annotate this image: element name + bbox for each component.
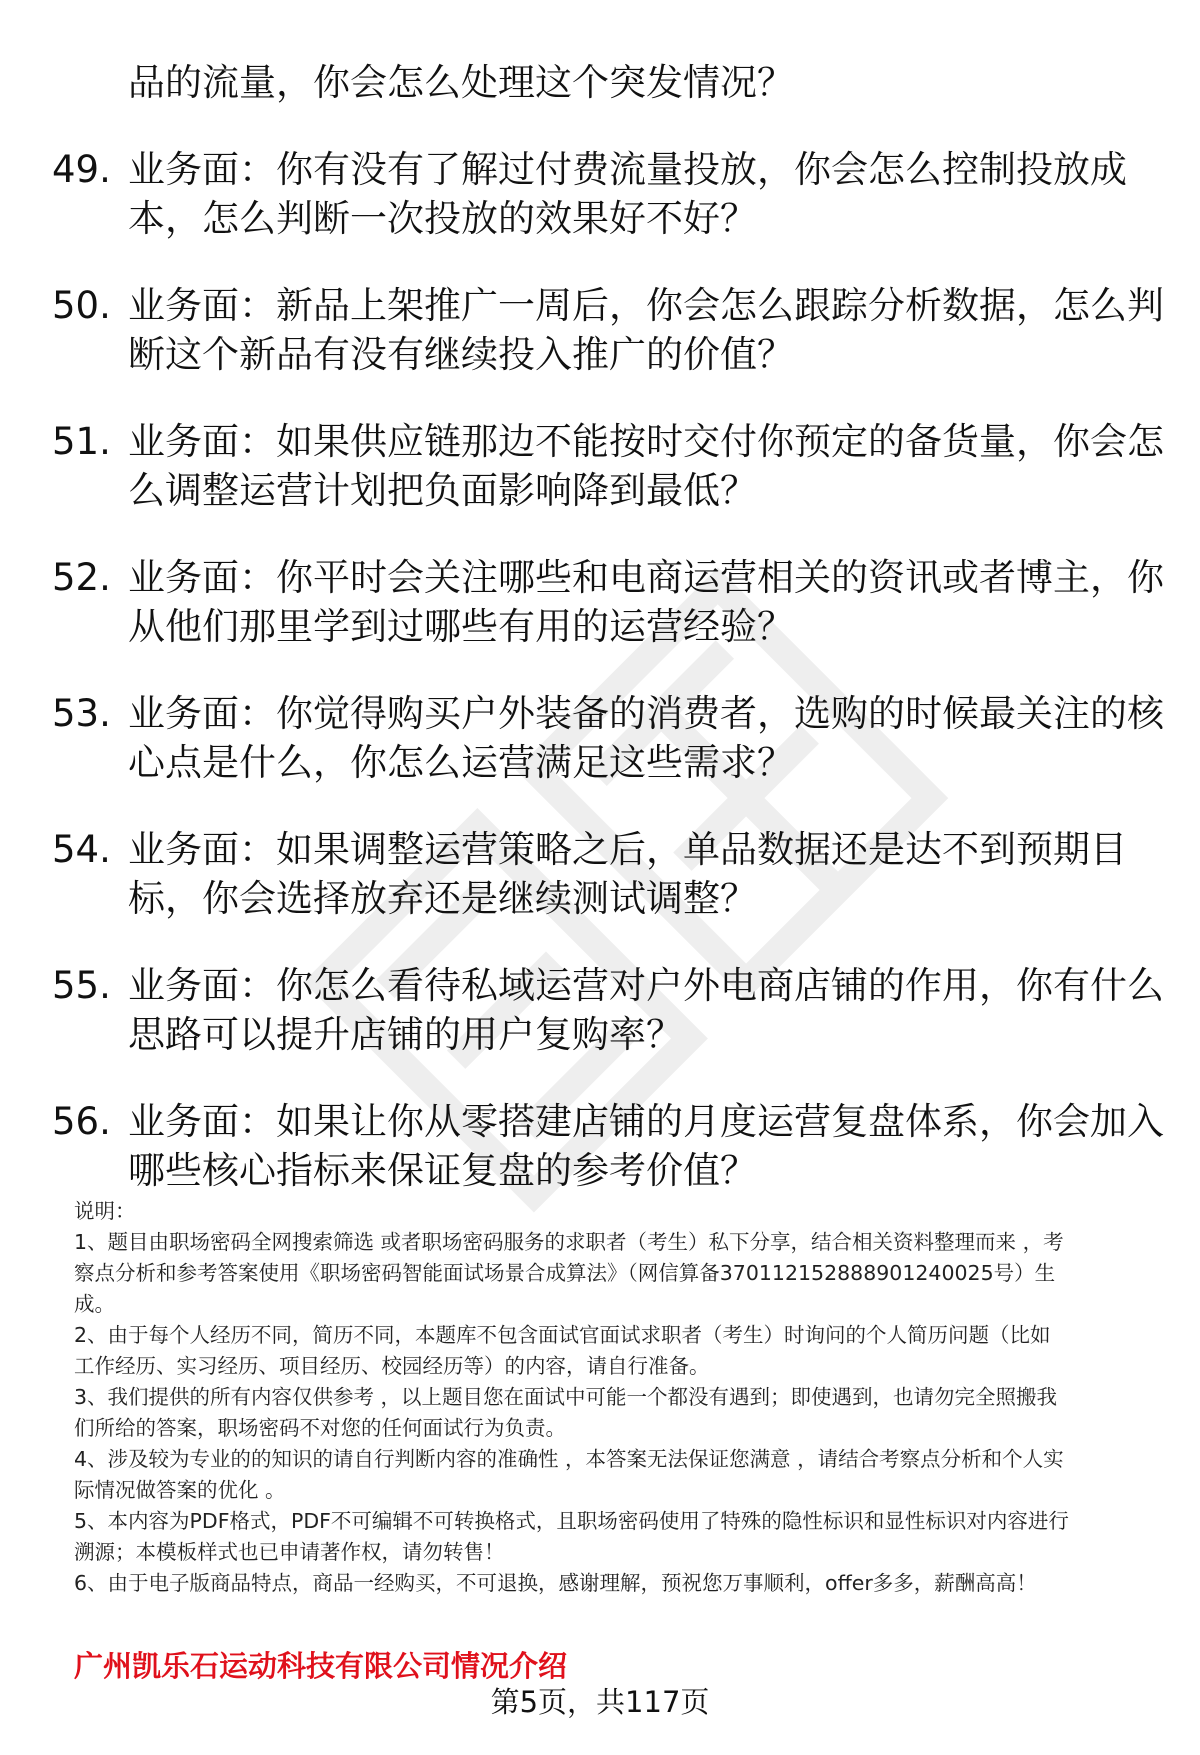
notes-line: 溯源；本模板样式也已申请著作权，请勿转售！ — [74, 1540, 505, 1564]
question-number: 52. — [52, 556, 111, 599]
question-number: 50. — [52, 284, 111, 327]
question-line: 业务面：如果让你从零搭建店铺的月度运营复盘体系，你会加入 — [128, 1100, 1164, 1143]
question-item — [0, 1097, 1200, 1195]
notes-line: 3、我们提供的所有内容仅供参考 ，以上题目您在面试中可能一个都没有遇到；即使遇到，也请勿完全照搬我 — [74, 1385, 1058, 1409]
question-line: 思路可以提升店铺的用户复购率？ — [128, 1013, 683, 1056]
question-line: 品的流量，你会怎么处理这个突发情况？ — [128, 61, 794, 104]
question-item — [0, 825, 1200, 923]
question-line: 哪些核心指标来保证复盘的参考价值？ — [128, 1149, 757, 1192]
notes-heading: 说明： — [74, 1199, 136, 1223]
disclaimer-notes — [74, 1196, 1164, 1599]
notes-line: 2、由于每个人经历不同，简历不同，本题库不包含面试官面试求职者（考生）时询问的个人简历问题（比如 — [74, 1323, 1051, 1347]
question-continuation — [0, 58, 1200, 107]
question-line: 业务面：如果调整运营策略之后，单品数据还是达不到预期目 — [128, 828, 1127, 871]
question-line: 心点是什么，你怎么运营满足这些需求？ — [128, 741, 794, 784]
question-number: 56. — [52, 1100, 111, 1143]
question-line: 从他们那里学到过哪些有用的运营经验？ — [128, 605, 794, 648]
question-item — [0, 281, 1200, 379]
question-line: 业务面：你有没有了解过付费流量投放，你会怎么控制投放成 — [128, 148, 1127, 191]
question-line: 标，你会选择放弃还是继续测试调整？ — [128, 877, 757, 920]
question-number: 49. — [52, 148, 111, 191]
question-item — [0, 417, 1200, 515]
question-item — [0, 553, 1200, 651]
notes-line: 成。 — [74, 1292, 115, 1316]
notes-line: 4、涉及较为专业的的知识的请自行判断内容的准确性 ，本答案无法保证您满意 ，请结合考察点分析和个人实 — [74, 1447, 1064, 1471]
question-line: 业务面：你觉得购买户外装备的消费者，选购的时候最关注的核 — [128, 692, 1164, 735]
question-item — [0, 145, 1200, 243]
notes-line: 际情况做答案的优化 。 — [74, 1478, 286, 1502]
question-number: 55. — [52, 964, 111, 1007]
company-heading: 广州凯乐石运动科技有限公司情况介绍 — [74, 1649, 568, 1683]
question-line: 断这个新品有没有继续投入推广的价值？ — [128, 333, 794, 376]
question-line: 本，怎么判断一次投放的效果好不好？ — [128, 197, 757, 240]
question-number: 54. — [52, 828, 111, 871]
notes-line: 察点分析和参考答案使用《职场密码智能面试场景合成算法》（网信算备370112152888901240025号）生 — [74, 1261, 1056, 1285]
question-line: 业务面：你怎么看待私域运营对户外电商店铺的作用，你有什么 — [128, 964, 1164, 1007]
notes-line: 们所给的答案，职场密码不对您的任何面试行为负责。 — [74, 1416, 566, 1440]
question-line: 业务面：你平时会关注哪些和电商运营相关的资讯或者博主，你 — [128, 556, 1164, 599]
question-line: 么调整运营计划把负面影响降到最低？ — [128, 469, 757, 512]
question-line: 业务面：新品上架推广一周后，你会怎么跟踪分析数据，怎么判 — [128, 284, 1164, 327]
notes-line: 工作经历、实习经历、项目经历、校园经历等）的内容，请自行准备。 — [74, 1354, 710, 1378]
notes-line: 1、题目由职场密码全网搜索筛选 或者职场密码服务的求职者（考生）私下分享，结合相关资料整理而来 ，考 — [74, 1230, 1064, 1254]
question-item — [0, 961, 1200, 1059]
question-item — [0, 689, 1200, 787]
notes-line: 6、由于电子版商品特点，商品一经购买，不可退换，感谢理解，预祝您万事顺利，offer多多，薪酬高高！ — [74, 1571, 1037, 1595]
question-list — [0, 58, 1200, 1233]
question-number: 53. — [52, 692, 111, 735]
notes-line: 5、本内容为PDF格式，PDF不可编辑不可转换格式，且职场密码使用了特殊的隐性标识和显性标识对内容进行 — [74, 1509, 1069, 1533]
question-number: 51. — [52, 420, 111, 463]
question-line: 业务面：如果供应链那边不能按时交付你预定的备货量，你会怎 — [128, 420, 1164, 463]
page-number-footer: 第5页，共117页 — [490, 1685, 710, 1719]
